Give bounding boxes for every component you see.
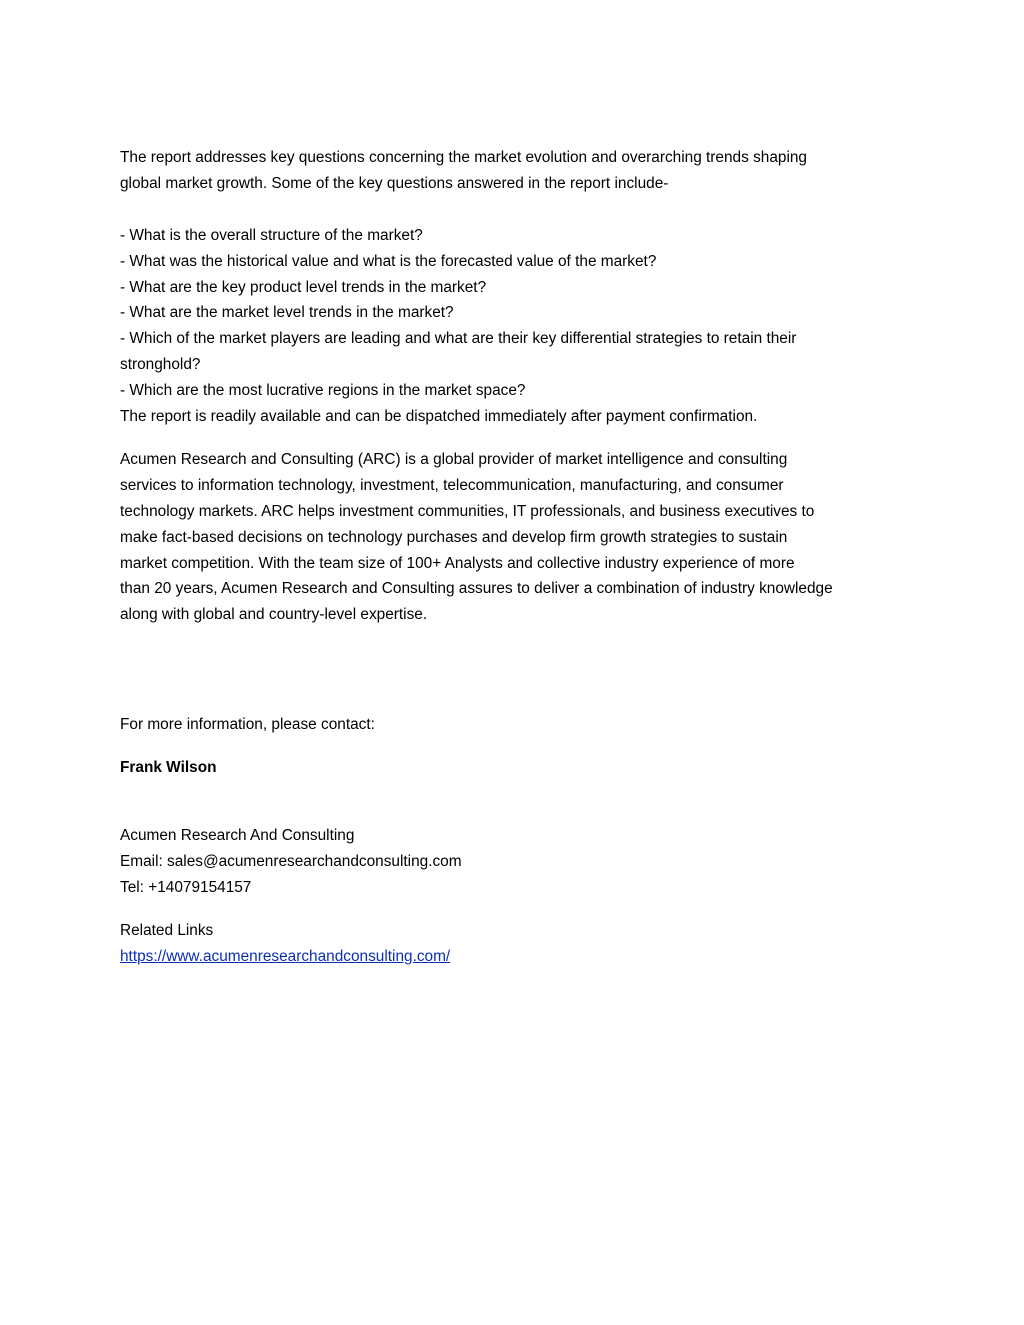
question-item: stronghold? bbox=[120, 356, 201, 374]
question-item: - What was the historical value and what is the forecasted value of the market? bbox=[120, 252, 657, 270]
question-item: - What is the overall structure of the market? bbox=[120, 226, 423, 244]
contact-tel: Tel: +14079154157 bbox=[120, 878, 252, 896]
question-item: - Which are the most lucrative regions in the market space? bbox=[120, 382, 526, 400]
intro-line-1: The report addresses key questions concerning the market evolution and overarching trends shaping bbox=[120, 149, 807, 166]
intro-line-2: global market growth. Some of the key questions answered in the report include- bbox=[120, 174, 669, 192]
about-line: services to information technology, investment, telecommunication, manufacturing, and consumer bbox=[120, 476, 784, 494]
related-links bbox=[120, 918, 910, 970]
about-paragraph bbox=[120, 447, 910, 628]
contact-company: Acumen Research And Consulting bbox=[120, 827, 355, 845]
about-line: technology markets. ARC helps investment communities, IT professionals, and business executives to bbox=[120, 502, 815, 520]
about-line: make fact-based decisions on technology purchases and develop firm growth strategies to sustain bbox=[120, 528, 788, 546]
question-item: - Which of the market players are leading and what are their key differential strategies to retain their bbox=[120, 330, 797, 348]
contact-name: Frank Wilson bbox=[120, 759, 217, 777]
question-item: - What are the market level trends in the market? bbox=[120, 304, 454, 322]
about-line: along with global and country-level expertise. bbox=[120, 606, 428, 624]
questions-list bbox=[120, 223, 910, 430]
document-body bbox=[120, 145, 910, 970]
about-line: Acumen Research and Consulting (ARC) is a global provider of market intelligence and consulting bbox=[120, 450, 788, 468]
website-link[interactable]: https://www.acumenresearchandconsulting.com/ bbox=[120, 947, 451, 965]
question-item: - What are the key product level trends in the market? bbox=[120, 278, 487, 296]
about-line: than 20 years, Acumen Research and Consulting assures to deliver a combination of industry knowledge bbox=[120, 580, 833, 598]
intro-paragraph bbox=[120, 145, 910, 197]
contact-email: Email: sales@acumenresearchandconsulting.com bbox=[120, 853, 462, 871]
about-line: market competition. With the team size of 100+ Analysts and collective industry experience of more bbox=[120, 554, 795, 572]
contact-prompt: For more information, please contact: bbox=[120, 716, 375, 734]
related-links-label: Related Links bbox=[120, 921, 214, 939]
contact-details bbox=[120, 823, 910, 901]
dispatch-note: The report is readily available and can be dispatched immediately after payment confirmation. bbox=[120, 408, 758, 426]
